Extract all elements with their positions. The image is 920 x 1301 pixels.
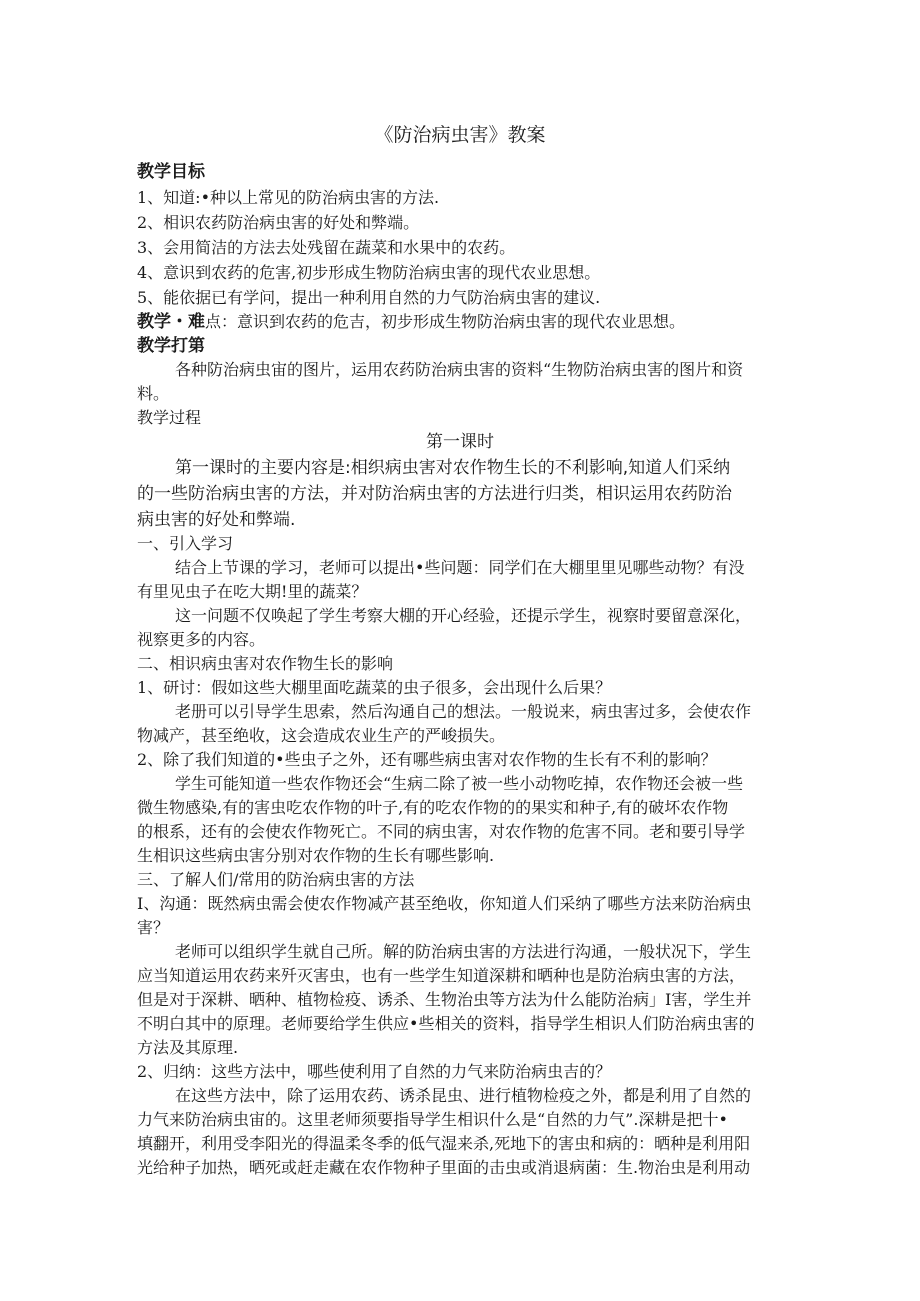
process-heading: 教学过程 [137,408,202,427]
paragraph-line: 生相识这些病虫害分别对农作物的生长有哪些影响. [137,846,495,865]
paragraph-line: 但是对于深耕、晒种、植物检疫、诱杀、生物治虫等方法为什么能防治病」I害，学生并 [137,990,752,1009]
paragraph-line: 在这些方法中，除了运用农药、诱杀昆虫、进行植物检疫之外，都是利用了自然的 [175,1086,752,1105]
paragraph-line: 方法及其原理. [137,1038,239,1057]
goals-heading: 教学目标 [137,162,205,182]
paragraph-line: 老师可以组织学生就自己所。解的防治病虫害的方法进行沟通，一般状况下，学生 [175,942,752,961]
question-line: 1、研讨：假如这些大棚里面吃蔬菜的虫子很多，会出现什么后果？ [137,678,612,697]
prep-line: 各种防治病虫宙的图片，运用农药防治病虫害的资料“生物防治病虫害的图片和资 [175,360,744,379]
paragraph-line: 视察更多的内容。 [137,630,266,649]
question-line: 2、归纳：这些方法中，哪些使利用了自然的力气来防治病虫吉的？ [137,1062,612,1081]
lesson-title: 第一课时 [426,432,494,452]
paragraph-line: 有里见虫子在吃大期!里的蔬菜？ [137,582,368,601]
section-heading: 一、引入学习 [137,534,234,553]
key-difficulty-line [137,310,797,334]
summary-line: 病虫害的好处和弊端. [137,510,296,530]
section-heading: 二、相识病虫害对农作物生长的影响 [137,654,394,673]
paragraph-line: 不明白其中的原理。老师要给学生供应•些相关的资料，指导学生相识人们防治病虫害的 [137,1014,755,1033]
paragraph-line: 老册可以引导学生思索，然后沟通自己的想法。一般说来，病虫害过多，会使农作 [175,702,752,721]
key-text: 点：意识到农药的危吉，初步形成生物防治病虫害的现代农业思想。 [205,312,686,331]
goal-item: 3、会用简洁的方法去处残留在蔬菜和水果中的农药。 [137,238,516,257]
key-label: 教学・难 [137,312,205,332]
paragraph-line: 应当知道运用农药来歼灭害虫，也有一些学生知道深耕和晒种也是防治病虫害的方法， [137,966,746,985]
paragraph-line: 结合上节课的学习，老师可以提出•些问题：同学们在大棚里里见哪些动物？有没 [175,558,745,577]
paragraph-line: 微生物感染,有的害虫吃农作物的叶子,有的吃农作物的的果实和种子,有的破坏农作物 [137,798,729,817]
paragraph-line: 填翻开，利用受李阳光的得温柔冬季的低气湿来杀,死地下的害虫和病的：晒种是利用阳 [137,1134,751,1153]
paragraph-line: 的根系，还有的会使农作物死亡。不同的病虫害，对农作物的危害不同。老和要引导学 [137,822,746,841]
goal-item: 1、知道:•种以上常见的防治病虫害的方法. [137,188,440,207]
prep-heading: 教学打第 [137,336,205,356]
goal-item: 2、相识农药防治病虫害的好处和弊端。 [137,213,420,232]
section-heading: 三、了解人们/常用的防治病虫害的方法 [137,870,415,889]
paragraph-line: 光给种子加热，晒死或赶走藏在农作物种子里面的击虫或消退病菌：生.物治虫是利用动 [137,1158,751,1177]
question-line: 2、除了我们知道的•些虫子之外，还有哪些病虫害对农作物的生长有不利的影响？ [137,750,717,769]
goal-item: 4、意识到农药的危害,初步形成生物防治病虫害的现代农业思想。 [137,263,601,282]
question-line: I、沟通：既然病虫需会使农作物减产甚至绝收，你知道人们采纳了哪些方法来防治病虫 [137,894,752,913]
question-line: 害？ [137,918,170,937]
document-title: 《防治病虫害》教案 [374,124,546,146]
prep-line: 料。 [137,384,170,403]
summary-line: 的一些防治病虫害的方法，并对防治病虫害的方法进行归类，相识运用农药防治 [137,484,732,504]
paragraph-line: 力气来防治病虫宙的。这里老师须要指导学生相识什么是“自然的力气”.深耕是把十• [137,1110,728,1129]
paragraph-line: 学生可能知道一些农作物还会“生病二除了被一些小动物吃掉，农作物还会被一些 [175,774,744,793]
goal-item: 5、能依据已有学问，提出一种利用自然的力气防治病虫害的建议. [137,288,601,307]
paragraph-line: 物减产，甚至绝收，这会造成农业生产的严峻损失。 [137,726,506,745]
paragraph-line: 这一问题不仅唤起了学生考察大棚的开心经验，还提示学生，视察时要留意深化， [175,606,752,625]
summary-line: 第一课时的主要内容是:相织病虫害对农作物生长的不利影响,知道人们采纳 [175,458,731,478]
